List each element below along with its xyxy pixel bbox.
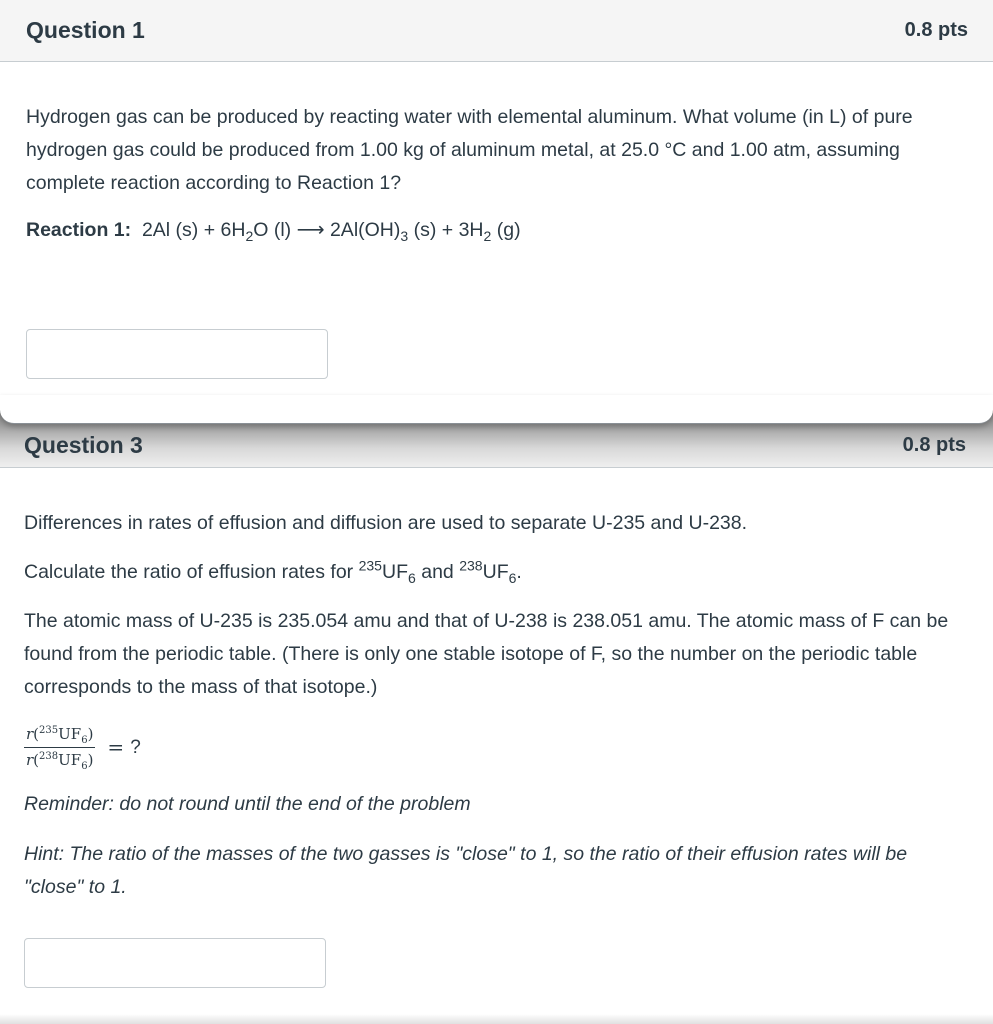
denominator-open: (: [33, 750, 40, 769]
denominator-iso: 238: [39, 750, 59, 762]
question-1-points: 0.8 pts: [904, 19, 968, 41]
reaction-label: Reaction 1:: [26, 219, 132, 241]
reaction-1: [26, 214, 963, 247]
denominator-uf: UF: [58, 750, 82, 769]
p2-text-d: UF: [482, 561, 509, 583]
formula-fraction: [24, 725, 95, 770]
denominator-close: ): [87, 750, 94, 769]
question-1-text: Hydrogen gas can be produced by reacting water with elemental aluminum. What volume (in L) of pure hydrogen gas could be produced from 1.00 kg of aluminum metal, at 25.0 °C and 1.00 atm, assuming complete reaction according to Reaction 1?: [26, 106, 913, 194]
p2-sup-235: 235: [358, 557, 382, 574]
p2-text-e: .: [516, 561, 522, 583]
page-bottom-edge: [0, 1014, 993, 1024]
question-1-body: [26, 101, 963, 247]
reaction-sub-b: 3: [400, 227, 409, 244]
numerator-iso: 235: [39, 724, 59, 736]
reaction-part-c: (s) + 3H: [408, 219, 484, 241]
formula-denominator: [24, 751, 95, 770]
question-1-card-edge: [0, 395, 993, 424]
reaction-sub-c: 2: [483, 227, 492, 244]
reaction-sub-a: 2: [245, 227, 254, 244]
reaction-part-d: (g): [491, 219, 521, 241]
p2-text-b: UF: [382, 561, 408, 583]
question-1-title: Question 1: [26, 17, 145, 43]
p2-text-a: Calculate the ratio of effusion rates for: [24, 561, 359, 583]
numerator-r: r: [26, 724, 34, 743]
reaction-part-a: 2Al (s) + 6H: [141, 219, 246, 241]
question-3-reminder: Reminder: do not round until the end of the problem: [24, 793, 471, 815]
numerator-close: ): [87, 724, 94, 743]
numerator-open: (: [33, 724, 40, 743]
numerator-uf: UF: [58, 724, 82, 743]
formula-equals: =: [107, 734, 125, 759]
denominator-r: r: [26, 750, 34, 769]
p2-sub-1: 6: [408, 569, 416, 586]
question-3-answer-input[interactable]: [24, 938, 326, 988]
question-3-p2: [24, 556, 965, 589]
question-3-body: [24, 507, 965, 904]
question-3-points: 0.8 pts: [902, 434, 966, 456]
reaction-part-b: O (l) ⟶ 2Al(OH): [253, 219, 401, 241]
p2-text-c: and: [415, 561, 460, 583]
formula-question-mark: ?: [130, 736, 141, 758]
numerator-sub: 6: [81, 734, 88, 746]
question-1-header: [0, 0, 993, 62]
question-3-hint: Hint: The ratio of the masses of the two gasses is "close" to 1, so the ratio of their effusion rates will be "close" to 1.: [24, 843, 908, 898]
p2-sup-238: 238: [459, 557, 483, 574]
p2-sub-2: 6: [508, 569, 517, 586]
question-3-p3: The atomic mass of U-235 is 235.054 amu and that of U-238 is 238.051 amu. The atomic mass of F can be found from the periodic table. (There is only one stable isotope of F, so the number on the periodic table corresponds to the mass of that isotope.): [24, 610, 949, 698]
question-1-answer-input[interactable]: [26, 329, 328, 379]
denominator-sub: 6: [81, 760, 88, 772]
effusion-ratio-formula: [24, 718, 965, 776]
formula-numerator: [24, 725, 95, 744]
fraction-bar: [24, 747, 95, 748]
question-3-title: Question 3: [24, 432, 143, 458]
question-3-p1: Differences in rates of effusion and diffusion are used to separate U-235 and U-238.: [24, 512, 748, 534]
